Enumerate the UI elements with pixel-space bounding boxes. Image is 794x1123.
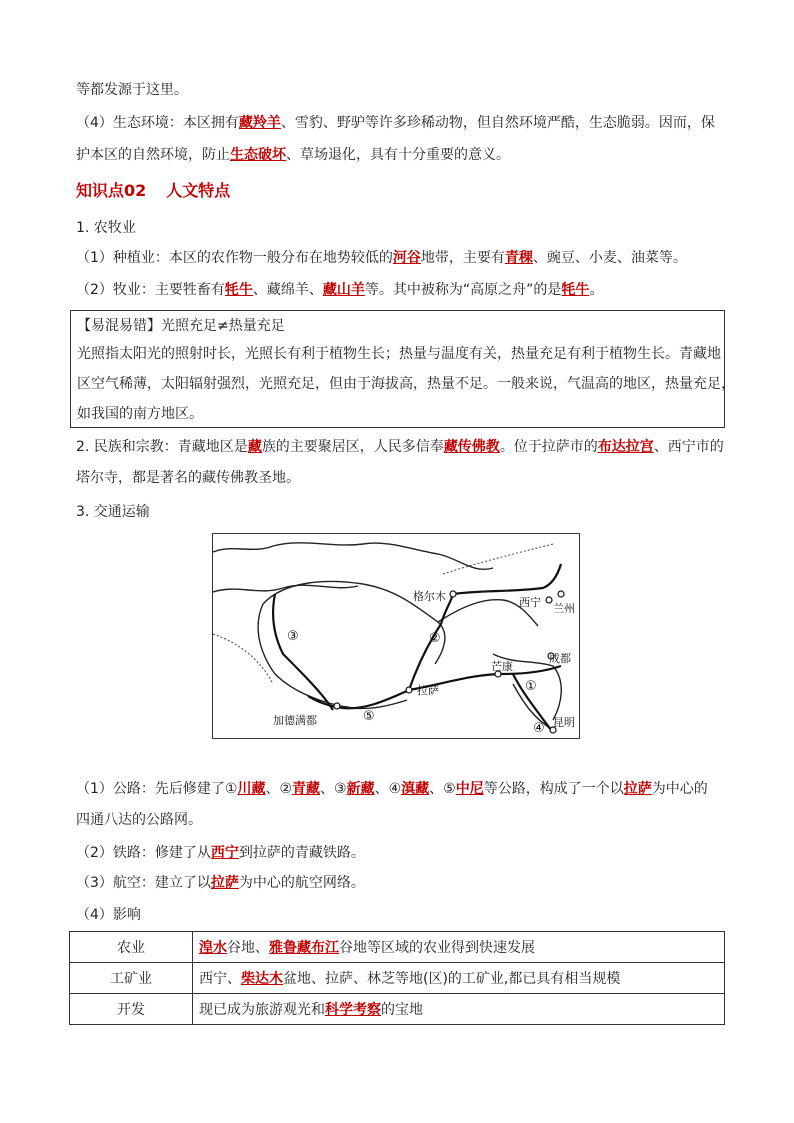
city-dot [450,591,456,597]
table-value: 现已成为旅游观光和科学考察的宝地 [193,994,725,1025]
highlight-term: 青藏 [292,781,321,797]
route-rail [453,564,561,594]
highlight-term: 中尼 [455,781,484,797]
highlight-term: 布达拉宫 [597,439,654,455]
table-key: 工矿业 [70,963,193,994]
highlight-term: 牦牛 [561,282,590,298]
tip-box [70,310,735,428]
table-row [70,994,725,1025]
planting-paragraph: （1）种植业：本区的农作物一般分布在地势较低的河谷地带，主要有青稞、豌豆、小麦、油菜等。 [76,250,687,266]
highlight-term: 滇藏 [401,781,430,797]
route-number: ① [525,679,537,694]
highlight-term: 生态破坏 [230,147,286,163]
border-line [213,543,493,570]
tip-line: 如我国的南方地区。 [77,406,203,422]
roads-paragraph-line2: 四通八达的公路网。 [76,812,202,828]
tip-line: 光照指太阳光的照射时长，光照长有利于植物生长；热量与温度有关，热量充足有利于植物生长。青藏地 [77,346,721,362]
transport-title: 3. 交通运输 [76,504,150,520]
city-kunming: 昆明 [553,716,575,729]
city-dot [558,591,564,597]
route-number: ⑤ [363,709,375,724]
dashed-boundary [213,634,273,684]
route-number: ② [429,631,441,646]
table-key: 农业 [70,932,193,963]
religion-paragraph: 2. 民族和宗教：青藏地区是藏族的主要聚居区，人民多信奉藏传佛教。位于拉萨市的布达拉宫、西宁市的 [76,439,724,455]
dashed-boundary [443,544,553,574]
highlight-term: 川藏 [237,781,266,797]
religion-paragraph-line2: 塔尔寺，都是著名的藏传佛教圣地。 [76,470,300,486]
city-chengdu: 成都 [549,652,571,665]
livestock-paragraph: （2）牧业：主要牲畜有牦牛、藏绵羊、藏山羊等。其中被称为“高原之舟”的是牦牛。 [76,282,604,298]
transport-map [212,533,580,739]
route-number: ④ [533,721,545,736]
map-drawing [213,534,580,739]
impact-title: （4）影响 [76,907,141,923]
rail-paragraph: （2）铁路：修建了从西宁到拉萨的青藏铁路。 [76,845,365,861]
city-lanzhou: 兰州 [553,602,575,615]
table-row [70,932,725,963]
table-value: 湟水谷地、雅鲁藏布江谷地等区域的农业得到快速发展 [193,932,725,963]
highlight-term: 拉萨 [210,875,239,891]
agri-title: 1. 农牧业 [76,220,136,236]
highlight-term: 青稞 [504,250,533,266]
table-row [70,963,725,994]
city-dot [406,687,412,693]
highlight-term: 藏羚羊 [238,115,281,131]
route-number: ③ [287,629,299,644]
impact-table [69,931,725,1025]
table-value: 西宁、柴达木盆地、拉萨、林芝等地(区)的工矿业,都已具有相当规模 [193,963,725,994]
city-dot [546,597,552,603]
ecology-paragraph: （4）生态环境：本区拥有藏羚羊、雪豹、野驴等许多珍稀动物，但自然环境严酷，生态脆弱。因而，保 [76,115,715,131]
section-heading: 知识点02 人文特点 [76,181,231,200]
highlight-term: 牦牛 [224,282,253,298]
table-key: 开发 [70,994,193,1025]
city-lhasa: 拉萨 [417,684,439,697]
roads-paragraph: （1）公路：先后修建了①川藏、②青藏、③新藏、④滇藏、⑤中尼等公路，构成了一个以拉萨为中心的 [76,781,708,797]
region-outline [258,604,407,709]
city-golmud: 格尔木 [413,590,446,603]
route-zhongni [308,690,409,708]
ecology-paragraph-line2: 护本区的自然环境，防止生态破坏、草场退化，具有十分重要的意义。 [76,147,510,163]
highlight-term: 藏 [247,439,262,455]
highlight-term: 西宁 [210,845,239,861]
highlight-term: 河谷 [392,250,421,266]
highlight-term: 新藏 [346,781,375,797]
city-markam: 芒康 [491,660,513,673]
city-xining: 西宁 [519,596,541,609]
highlight-term: 拉萨 [623,781,652,797]
highlight-term: 藏传佛教 [443,439,500,455]
city-kathmandu: 加德满都 [273,714,317,727]
tip-title: 【易混易错】光照充足≠热量充足 [77,318,285,334]
tip-line: 区空气稀薄，太阳辐射强烈，光照充足，但由于海拔高，热量不足。一般来说，气温高的地区，热量充足， [77,376,735,392]
city-dot [334,703,340,709]
highlight-term: 藏山羊 [322,282,365,298]
paragraph-continuation: 等都发源于这里。 [76,82,188,98]
air-paragraph: （3）航空：建立了以拉萨为中心的航空网络。 [76,875,365,891]
